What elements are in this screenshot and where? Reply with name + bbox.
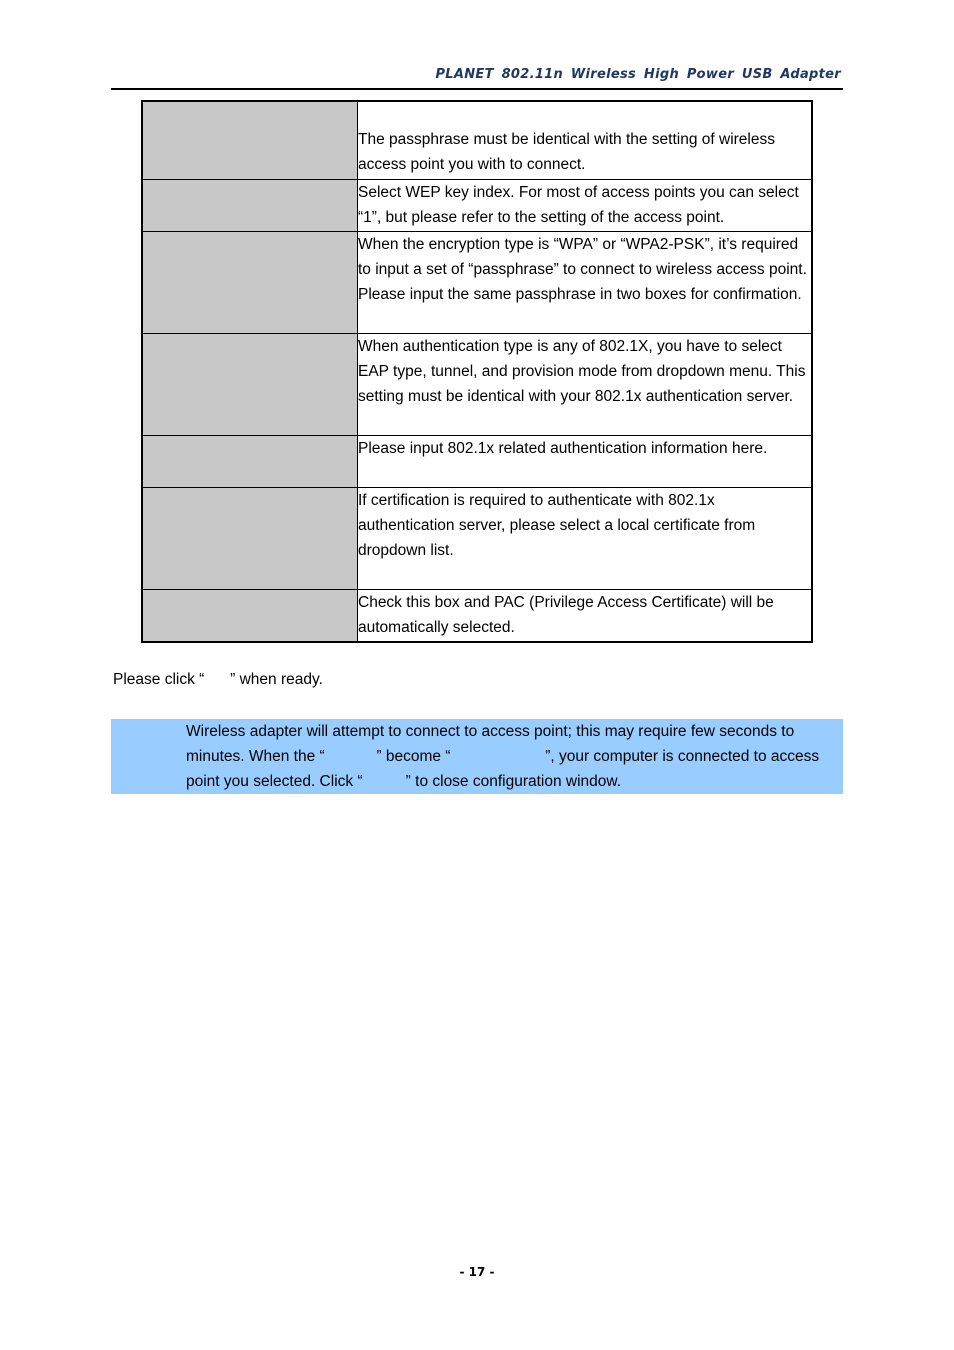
description-text: The passphrase must be identical with the setting of wireless access point you with to connect. — [358, 131, 775, 173]
table-row — [142, 231, 812, 333]
parameter-description-cell: Please input 802.1x related authentication information here. — [358, 435, 813, 487]
table-row — [142, 435, 812, 487]
table-row — [142, 333, 812, 435]
parameter-description-cell: Check this box and PAC (Privilege Access Certificate) will be automatically selected. — [358, 589, 813, 642]
document-header-title: PLANET 802.11n Wireless High Power USB Adapter — [435, 67, 841, 82]
header-divider — [111, 88, 843, 90]
table-row — [142, 179, 812, 231]
page-number: - 17 - — [459, 1265, 495, 1279]
parameter-description-cell: Select WEP key index. For most of access points you can select “1”, but please refer to the setting of the access point. — [358, 179, 813, 231]
parameter-description-cell — [358, 101, 813, 179]
parameter-name-cell — [142, 435, 358, 487]
tip-box — [111, 719, 843, 794]
parameter-name-cell — [142, 487, 358, 589]
instruction-note: Please click “ ” when ready. — [113, 671, 323, 688]
parameter-name-cell — [142, 179, 358, 231]
table-row — [142, 487, 812, 589]
parameter-name-cell — [142, 589, 358, 642]
parameter-name-cell — [142, 333, 358, 435]
table-row — [142, 101, 812, 179]
parameter-description-cell: When the encryption type is “WPA” or “WPA2-PSK”, it’s required to input a set of “passphrase” to connect to wireless access point. Please input the same passphrase in two boxes for confirmation. — [358, 231, 813, 333]
parameter-description-cell: If certification is required to authenticate with 802.1x authentication server, please select a local certificate from dropdown list. — [358, 487, 813, 589]
parameter-table — [141, 100, 813, 643]
parameter-name-cell — [142, 231, 358, 333]
tip-text: Wireless adapter will attempt to connect to access point; this may require few seconds to minutes. When the “ ” become “ ”, your computer is connected to access point you selected. Click “ ” to close configuration window. — [186, 723, 824, 790]
parameter-name-cell — [142, 101, 358, 179]
parameter-description-cell: When authentication type is any of 802.1X, you have to select EAP type, tunnel, and provision mode from dropdown menu. This setting must be identical with your 802.1x authentication server. — [358, 333, 813, 435]
table-row — [142, 589, 812, 642]
